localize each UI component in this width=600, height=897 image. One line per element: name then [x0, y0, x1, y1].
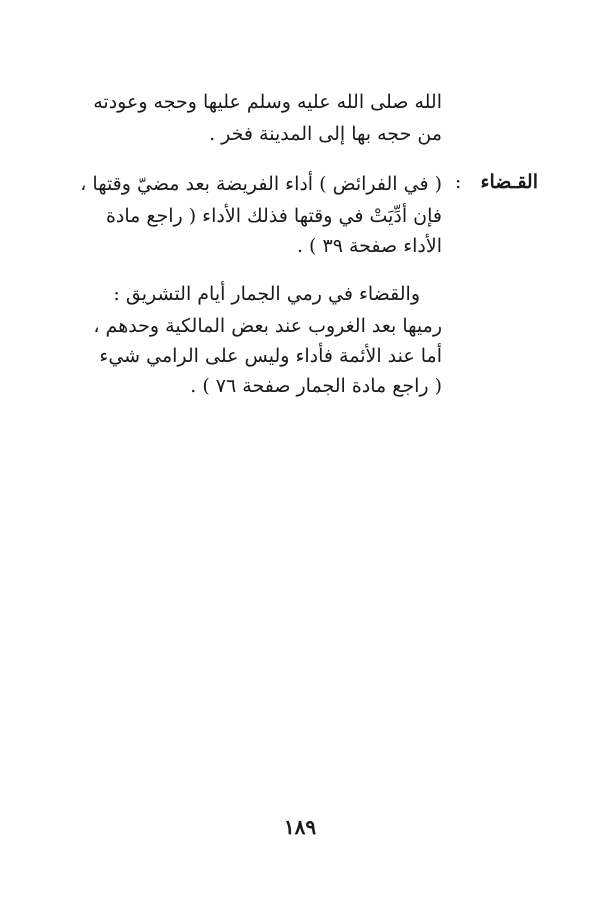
- paragraph-line: أما عند الأئمة فأداء وليس على الرامي شيء: [99, 345, 442, 367]
- entry-separator: :: [455, 171, 462, 193]
- paragraph-line: والقضاء في رمي الجمار أيام التشريق :: [113, 283, 420, 305]
- definition-line: الأداء صفحة ٣٩ ) .: [296, 235, 442, 257]
- intro-line: الله صلى الله عليه وسلم عليها وحجه وعودته: [93, 91, 442, 113]
- entry-term: القـضاء: [480, 171, 538, 193]
- definition-line: فإن أدِّيَتْ في وقتها فذلك الأداء ( راجع مادة: [105, 205, 442, 227]
- intro-line: من حجه بها إلى المدينة فخر .: [209, 123, 442, 145]
- definition-line: ( في الفرائض ) أداء الفريضة بعد مضيّ وقتها ،: [80, 173, 442, 195]
- paragraph-line: ( راجع مادة الجمار صفحة ٧٦ ) .: [190, 375, 442, 397]
- paragraph-line: رميها بعد الغروب عند بعض المالكية وحدهم ،: [93, 315, 442, 337]
- page-number: ١٨٩: [283, 815, 317, 839]
